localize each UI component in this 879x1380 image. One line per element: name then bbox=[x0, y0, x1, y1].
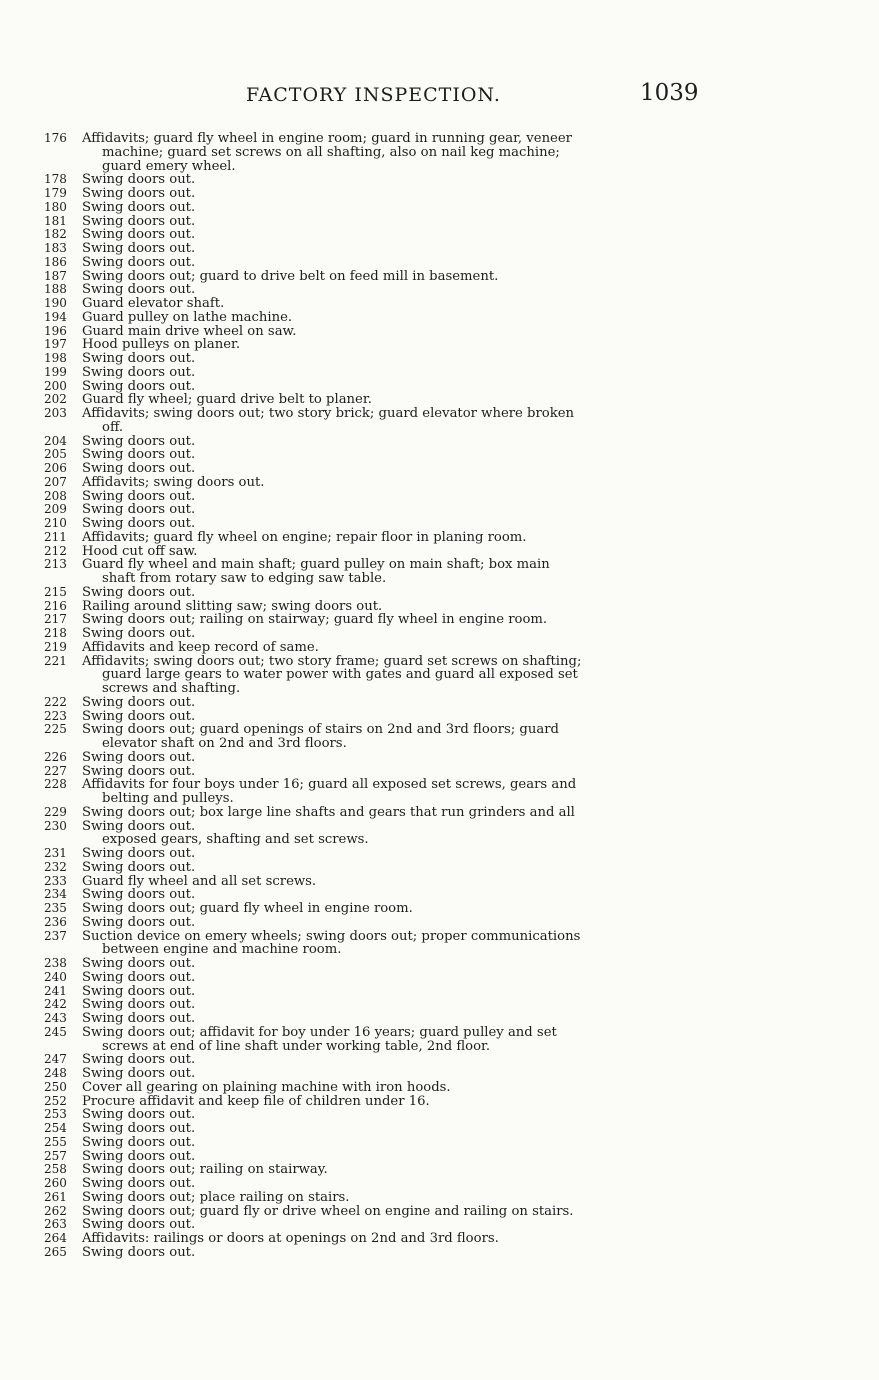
entry-number: 181 bbox=[44, 213, 67, 228]
entry-text: Swing doors out. bbox=[82, 488, 196, 504]
entry-text: Swing doors out. bbox=[82, 502, 196, 518]
entry-text: Guard elevator shaft. bbox=[82, 296, 225, 311]
entry-text: Swing doors out. bbox=[82, 1134, 196, 1150]
entry-number: 253 bbox=[44, 1107, 67, 1122]
inspection-entry bbox=[44, 393, 704, 407]
entry-text: Swing doors out. bbox=[82, 749, 196, 765]
entry-text: Swing doors out. bbox=[82, 1052, 196, 1068]
entry-text: Swing doors out; affidavit for boy under 16 years; guard pulley and set bbox=[82, 1024, 557, 1040]
entry-number: 211 bbox=[44, 529, 67, 544]
entry-text: Swing doors out. bbox=[82, 763, 196, 779]
inspection-entry bbox=[44, 985, 704, 999]
entry-text: Swing doors out; guard openings of stairs on 2nd and 3rd floors; guard bbox=[82, 722, 559, 738]
entry-text: Suction device on emery wheels; swing doors out; proper communications bbox=[82, 928, 581, 944]
entry-text-continuation: exposed gears, shafting and set screws. bbox=[102, 832, 369, 848]
entry-text: Guard fly wheel; guard drive belt to planer. bbox=[82, 392, 372, 408]
entry-text: Guard fly wheel and all set screws. bbox=[82, 873, 317, 889]
inspection-entry bbox=[44, 902, 704, 916]
entry-text: Swing doors out. bbox=[82, 447, 196, 463]
entry-text: Swing doors out. bbox=[82, 351, 196, 366]
inspection-entry bbox=[44, 242, 704, 256]
entry-text-continuation: guard emery wheel. bbox=[102, 158, 236, 174]
entry-number: 198 bbox=[44, 351, 67, 365]
entry-text: Swing doors out; railing on stairway. bbox=[82, 1162, 328, 1178]
entry-text: Swing doors out. bbox=[82, 282, 196, 298]
entry-text: Swing doors out. bbox=[82, 969, 196, 985]
entry-text: Swing doors out. bbox=[82, 227, 196, 243]
inspection-entry bbox=[44, 517, 704, 531]
entry-number: 258 bbox=[44, 1162, 67, 1177]
entry-text-continuation: belting and pulleys. bbox=[102, 791, 234, 806]
inspection-entry bbox=[44, 957, 704, 971]
entry-number: 194 bbox=[44, 309, 67, 324]
entry-text: Swing doors out. bbox=[82, 818, 196, 834]
entry-text: Swing doors out. bbox=[82, 859, 196, 875]
page-title: FACTORY INSPECTION. bbox=[246, 84, 501, 106]
entry-text: Swing doors out. bbox=[82, 213, 196, 229]
entry-number: 206 bbox=[44, 461, 67, 475]
entry-number: 215 bbox=[44, 584, 67, 599]
inspection-entry bbox=[44, 1012, 704, 1026]
inspection-entry bbox=[44, 256, 704, 270]
entry-number: 222 bbox=[44, 694, 67, 709]
entry-text: Hood cut off saw. bbox=[82, 543, 198, 559]
entry-number: 230 bbox=[44, 818, 67, 833]
page-header bbox=[0, 80, 879, 114]
entry-text-continuation: off. bbox=[102, 419, 124, 435]
entry-text: Swing doors out. bbox=[82, 172, 196, 188]
inspection-entry bbox=[44, 545, 704, 559]
inspection-entry bbox=[44, 751, 704, 765]
entry-text: Affidavits: railings or doors at openings on 2nd and 3rd floors. bbox=[82, 1231, 499, 1246]
inspection-entry bbox=[44, 600, 704, 614]
entry-text: Swing doors out. bbox=[82, 364, 196, 380]
inspection-entry bbox=[44, 476, 704, 490]
inspection-entry bbox=[44, 1246, 704, 1260]
inspection-entry bbox=[44, 765, 704, 779]
inspection-entry bbox=[44, 215, 704, 229]
inspection-entry bbox=[44, 778, 704, 806]
entry-number: 236 bbox=[44, 914, 67, 929]
entry-number: 252 bbox=[44, 1093, 67, 1108]
entry-number: 202 bbox=[44, 392, 67, 407]
entry-text: Affidavits for four boys under 16; guard all exposed set screws, gears and bbox=[82, 777, 577, 793]
entry-number: 187 bbox=[44, 268, 67, 283]
entry-number: 196 bbox=[44, 323, 67, 338]
inspection-entry bbox=[44, 435, 704, 449]
entry-number: 183 bbox=[44, 241, 67, 255]
entry-text: Swing doors out. bbox=[82, 997, 196, 1013]
entry-number: 257 bbox=[44, 1148, 67, 1163]
entry-number: 190 bbox=[44, 296, 67, 310]
inspection-entry bbox=[44, 1150, 704, 1164]
entry-number: 212 bbox=[44, 543, 67, 558]
entry-number: 216 bbox=[44, 598, 67, 613]
entry-text: Swing doors out. bbox=[82, 694, 196, 710]
inspection-entry bbox=[44, 201, 704, 215]
inspection-entry bbox=[44, 270, 704, 284]
entry-text: Swing doors out. bbox=[82, 1244, 196, 1260]
inspection-entry bbox=[44, 407, 704, 435]
inspection-entry bbox=[44, 1026, 704, 1054]
entry-number: 242 bbox=[44, 997, 67, 1012]
entry-number: 232 bbox=[44, 859, 67, 874]
entry-text-continuation: between engine and machine room. bbox=[102, 942, 342, 958]
inspection-entry bbox=[44, 558, 704, 586]
inspection-entry bbox=[44, 696, 704, 710]
inspection-entry bbox=[44, 806, 704, 820]
inspection-entry bbox=[44, 448, 704, 462]
entry-number: 180 bbox=[44, 199, 67, 214]
entry-text: Swing doors out. bbox=[82, 378, 196, 394]
inspection-entry bbox=[44, 1095, 704, 1109]
entry-text: Guard main drive wheel on saw. bbox=[82, 323, 297, 339]
entry-text: Railing around slitting saw; swing doors out. bbox=[82, 598, 383, 614]
entry-number: 203 bbox=[44, 406, 67, 420]
inspection-entry bbox=[44, 847, 704, 861]
entry-text: Swing doors out. bbox=[82, 956, 196, 971]
entry-number: 262 bbox=[44, 1203, 67, 1218]
entry-number: 238 bbox=[44, 956, 67, 970]
entry-text: Swing doors out. bbox=[82, 1121, 196, 1136]
entry-text: Affidavits; swing doors out; two story brick; guard elevator where broken bbox=[82, 406, 575, 421]
entry-number: 176 bbox=[44, 131, 67, 145]
entry-number: 204 bbox=[44, 433, 67, 448]
inspection-entry bbox=[44, 613, 704, 627]
inspection-entry bbox=[44, 187, 704, 201]
entry-text: Affidavits; swing doors out; two story frame; guard set screws on shafting; bbox=[82, 653, 582, 669]
entry-text: Swing doors out. bbox=[82, 708, 196, 724]
entry-number: 237 bbox=[44, 928, 67, 943]
entry-number: 263 bbox=[44, 1217, 67, 1232]
entry-number: 188 bbox=[44, 282, 67, 297]
entry-text: Swing doors out. bbox=[82, 1107, 196, 1123]
inspection-entry bbox=[44, 1205, 704, 1219]
entry-number: 231 bbox=[44, 846, 67, 860]
entry-text: Swing doors out. bbox=[82, 914, 196, 930]
entry-number: 265 bbox=[44, 1244, 67, 1259]
entry-number: 205 bbox=[44, 447, 67, 462]
entry-number: 248 bbox=[44, 1066, 67, 1080]
inspection-entry bbox=[44, 586, 704, 600]
inspection-entry bbox=[44, 228, 704, 242]
inspection-entry bbox=[44, 1081, 704, 1095]
entry-text: Swing doors out. bbox=[82, 983, 196, 999]
entry-number: 255 bbox=[44, 1134, 67, 1149]
inspection-entry bbox=[44, 1053, 704, 1067]
entry-number: 213 bbox=[44, 557, 67, 572]
inspection-entry bbox=[44, 723, 704, 751]
entry-text: Swing doors out. bbox=[82, 1217, 196, 1233]
entry-text: Swing doors out. bbox=[82, 254, 196, 270]
entry-number: 229 bbox=[44, 804, 67, 819]
inspection-entry-list bbox=[44, 132, 704, 1260]
inspection-entry bbox=[44, 132, 704, 173]
entry-number: 245 bbox=[44, 1024, 67, 1039]
inspection-entry bbox=[44, 380, 704, 394]
entry-number: 178 bbox=[44, 172, 67, 187]
inspection-entry bbox=[44, 366, 704, 380]
inspection-entry bbox=[44, 173, 704, 187]
inspection-entry bbox=[44, 1108, 704, 1122]
entry-text: Swing doors out. bbox=[82, 433, 196, 449]
entry-text: Swing doors out. bbox=[82, 1148, 196, 1164]
entry-number: 254 bbox=[44, 1121, 67, 1135]
inspection-entry bbox=[44, 888, 704, 902]
entry-text-continuation: screws and shafting. bbox=[102, 681, 241, 696]
entry-number: 197 bbox=[44, 337, 67, 352]
entry-text: Affidavits; guard fly wheel in engine room; guard in running gear, veneer bbox=[82, 131, 572, 146]
entry-number: 260 bbox=[44, 1176, 67, 1190]
inspection-entry bbox=[44, 916, 704, 930]
entry-text: Swing doors out; guard fly wheel in engine room. bbox=[82, 901, 413, 916]
inspection-entry bbox=[44, 462, 704, 476]
entry-text: Guard fly wheel and main shaft; guard pulley on main shaft; box main bbox=[82, 557, 550, 573]
inspection-entry bbox=[44, 1163, 704, 1177]
entry-number: 186 bbox=[44, 254, 67, 269]
inspection-entry bbox=[44, 1122, 704, 1136]
entry-number: 223 bbox=[44, 708, 67, 723]
inspection-entry bbox=[44, 930, 704, 958]
entry-text: Swing doors out; place railing on stairs. bbox=[82, 1189, 350, 1205]
entry-number: 225 bbox=[44, 722, 67, 737]
entry-number: 234 bbox=[44, 887, 67, 902]
inspection-entry bbox=[44, 338, 704, 352]
entry-number: 208 bbox=[44, 488, 67, 503]
entry-text-continuation: guard large gears to water power with gates and guard all exposed set bbox=[102, 667, 578, 683]
inspection-entry bbox=[44, 627, 704, 641]
entry-number: 228 bbox=[44, 777, 67, 792]
inspection-entry bbox=[44, 998, 704, 1012]
inspection-entry bbox=[44, 1136, 704, 1150]
inspection-entry bbox=[44, 325, 704, 339]
entry-text: Guard pulley on lathe machine. bbox=[82, 309, 293, 325]
entry-number: 221 bbox=[44, 653, 67, 668]
inspection-entry bbox=[44, 352, 704, 366]
inspection-entry bbox=[44, 710, 704, 724]
inspection-entry bbox=[44, 1191, 704, 1205]
entry-text: Affidavits and keep record of same. bbox=[82, 639, 319, 655]
inspection-entry bbox=[44, 971, 704, 985]
entry-text: Swing doors out. bbox=[82, 461, 196, 476]
entry-text: Swing doors out. bbox=[82, 846, 196, 861]
page-number: 1039 bbox=[640, 80, 699, 106]
entry-text-continuation: elevator shaft on 2nd and 3rd floors. bbox=[102, 736, 347, 751]
entry-text: Swing doors out. bbox=[82, 516, 196, 531]
entry-text: Swing doors out. bbox=[82, 584, 196, 600]
entry-number: 250 bbox=[44, 1079, 67, 1094]
entry-number: 199 bbox=[44, 364, 67, 379]
entry-text: Swing doors out. bbox=[82, 199, 196, 215]
entry-text-continuation: shaft from rotary saw to edging saw table. bbox=[102, 571, 387, 586]
inspection-entry bbox=[44, 531, 704, 545]
inspection-entry bbox=[44, 875, 704, 889]
inspection-entry bbox=[44, 311, 704, 325]
entry-text-continuation: machine; guard set screws on all shafting, also on nail keg machine; bbox=[102, 144, 560, 160]
entry-number: 227 bbox=[44, 763, 67, 778]
inspection-entry bbox=[44, 655, 704, 696]
entry-number: 210 bbox=[44, 516, 67, 530]
inspection-entry bbox=[44, 297, 704, 311]
inspection-entry bbox=[44, 1218, 704, 1232]
entry-number: 207 bbox=[44, 474, 67, 489]
entry-text: Swing doors out. bbox=[82, 186, 196, 201]
entry-number: 261 bbox=[44, 1189, 67, 1204]
entry-text: Affidavits; swing doors out. bbox=[82, 474, 265, 490]
entry-number: 240 bbox=[44, 969, 67, 984]
entry-number: 209 bbox=[44, 502, 67, 517]
entry-text: Swing doors out. bbox=[82, 1066, 196, 1081]
entry-number: 219 bbox=[44, 639, 67, 654]
entry-text: Cover all gearing on plaining machine with iron hoods. bbox=[82, 1079, 451, 1095]
inspection-entry bbox=[44, 1067, 704, 1081]
entry-number: 179 bbox=[44, 186, 67, 200]
entry-number: 243 bbox=[44, 1011, 67, 1025]
entry-number: 218 bbox=[44, 626, 67, 640]
entry-text: Swing doors out; guard to drive belt on feed mill in basement. bbox=[82, 268, 499, 284]
inspection-entry bbox=[44, 820, 704, 848]
inspection-entry bbox=[44, 283, 704, 297]
entry-text: Swing doors out; guard fly or drive wheel on engine and railing on stairs. bbox=[82, 1203, 574, 1219]
entry-number: 200 bbox=[44, 378, 67, 393]
entry-number: 233 bbox=[44, 873, 67, 888]
entry-text: Swing doors out; box large line shafts and gears that run grinders and all bbox=[82, 804, 575, 820]
inspection-entry bbox=[44, 1232, 704, 1246]
entry-number: 182 bbox=[44, 227, 67, 242]
inspection-entry bbox=[44, 490, 704, 504]
entry-number: 241 bbox=[44, 983, 67, 998]
inspection-entry bbox=[44, 641, 704, 655]
entry-text: Affidavits; guard fly wheel on engine; repair floor in planing room. bbox=[82, 529, 527, 545]
entry-number: 264 bbox=[44, 1231, 67, 1245]
entry-text: Swing doors out. bbox=[82, 1011, 196, 1026]
entry-text: Hood pulleys on planer. bbox=[82, 337, 241, 353]
entry-text: Swing doors out. bbox=[82, 241, 196, 256]
entry-text: Procure affidavit and keep file of children under 16. bbox=[82, 1093, 430, 1109]
entry-number: 247 bbox=[44, 1052, 67, 1067]
inspection-entry bbox=[44, 861, 704, 875]
inspection-entry bbox=[44, 1177, 704, 1191]
entry-text: Swing doors out; railing on stairway; guard fly wheel in engine room. bbox=[82, 612, 548, 628]
inspection-entry bbox=[44, 503, 704, 517]
entry-text-continuation: screws at end of line shaft under working table, 2nd floor. bbox=[102, 1038, 491, 1054]
entry-number: 226 bbox=[44, 749, 67, 764]
entry-text: Swing doors out. bbox=[82, 1176, 196, 1191]
entry-number: 235 bbox=[44, 901, 67, 915]
entry-text: Swing doors out. bbox=[82, 887, 196, 903]
entry-number: 217 bbox=[44, 612, 67, 627]
entry-text: Swing doors out. bbox=[82, 626, 196, 641]
